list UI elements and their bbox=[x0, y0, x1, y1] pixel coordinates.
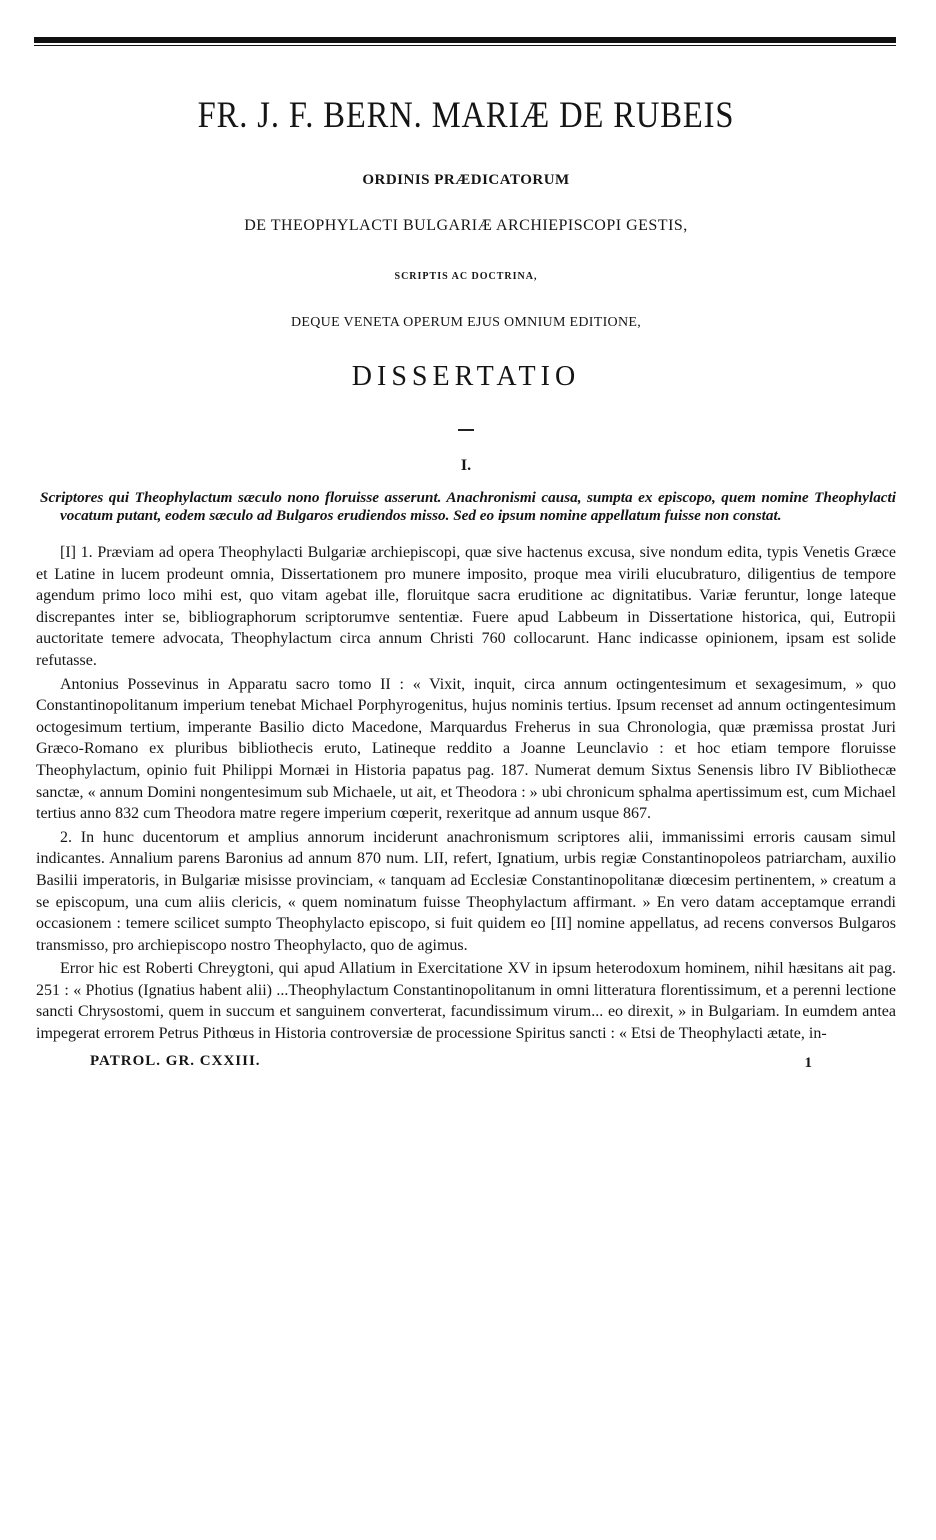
body-text bbox=[36, 542, 896, 1045]
subtitle-line-3: DEQUE VENETA OPERUM EJUS OMNIUM EDITIONE, bbox=[290, 315, 641, 330]
top-rule-thin bbox=[34, 45, 896, 46]
top-rule-thick bbox=[34, 37, 896, 43]
page-number: 1 bbox=[804, 1054, 812, 1071]
paragraph-1: [I] 1. Præviam ad opera Theophylacti Bulgariæ archiepiscopi, quæ sive hactenus excusa, sive nondum edita, typis Venetis Græce et Latine in lucem prodeunt omnia, Dissertationem pro munere imposito, proque mea virili elucubraturo, diligentius de tempore agendum primo loco mihi est, quo vitam agebat ille, floruitque sacra eruditione ac dignitatibus. Variæ feruntur, longe lateque discrepantes inter se, bibliographorum scriptorumve sententiæ. Fuere apud Labbeum in Dissertatione historica, qui, Eutropii auctoritate temere advocata, Theophylactum circa annum Christi 760 collocarunt. Hanc indicasse opinionem, ipsam est solide refutasse. bbox=[36, 544, 896, 669]
page-footer bbox=[36, 1053, 896, 1077]
section-summary: Scriptores qui Theophylactum sæculo nono floruisse asserunt. Anachronismi causa, sumpta ex episcopo, quem nomine Theophylacti vocatum putant, eodem sæculo ad Bulgaros erudiendos misso. Sed eo ipsum nomine appellatum fuisse non constat. bbox=[40, 489, 896, 524]
paragraph-4: Error hic est Roberti Chreygtoni, qui apud Allatium in Exercitatione XV in ipsum heterodoxum hominem, nihil hæsitans ait pag. 251 : « Photius (Ignatius habent alii) ...Theophylactum Constantinopolitanum in omni litteratura florentissimum, et a perenni lectione sancti Chrysostomi, quem in succum et sanguinem converterat, facundissimum virum... eo direxit, » in Bulgariam. In eumdem antea impegerat errorem Petrus Pithœus in Historia controversiæ de processione Spiritus sancti : « Etsi de Theophylacti ætate, in- bbox=[36, 960, 896, 1043]
subtitle-line-2: SCRIPTIS AC DOCTRINA, bbox=[394, 271, 538, 282]
paragraph-3: 2. In hunc ducentorum et amplius annorum inciderunt anachronismum scriptores alii, immanissimi erroris causam simul indicantes. Annalium parens Baronius ad annum 870 num. LII, refert, Ignatium, urbis regiæ Constantinopoleos patriarcham, auxilio Basilii imperatoris, in Bulgariæ misisse provinciam, « tanquam ad Ecclesiæ Constantinopolitanæ diœcesim pertinentem, » creatum a se episcopum, una cum aliis clericis, « quem nominatum fuisse Theophylactum affirmant. » En vero datam acceptamque errandi occasionem : temere scilicet sumpto Theophylacto episcopo, si fuit quidem eo [II] nomine appellatus, ad recens conversos Bulgaros transmisso, pro archiepiscopo nostro Theophylacto, quo de agimus. bbox=[36, 828, 896, 954]
document-page bbox=[36, 34, 896, 1077]
order-heading: ORDINIS PRÆDICATORUM bbox=[362, 172, 570, 188]
volume-label: PATROL. GR. CXXIII. bbox=[90, 1052, 261, 1069]
page-title: FR. J. F. BERN. MARIÆ DE RUBEIS bbox=[197, 95, 735, 136]
subtitle-line-1: DE THEOPHYLACTI BULGARIÆ ARCHIEPISCOPI GESTIS, bbox=[244, 217, 688, 234]
dissertatio-heading: DISSERTATIO bbox=[351, 361, 581, 392]
section-divider bbox=[458, 429, 474, 431]
section-number: I. bbox=[460, 457, 472, 474]
paragraph-2: Antonius Possevinus in Apparatu sacro tomo II : « Vixit, inquit, circa annum octingentesimum et sexagesimum, » quo Constantinopolitanum imperium tenebat Michael Porphyrogenitus, hujus nominis tertius. Ipsum recenset ad annum octingentesimum octogesimum tertium, imperante Basilio dicto Macedone, Marquardus Freherus in sua Chronologia, quæ præmissa prostat Juri Græco-Romano ex pluribus bibliothecis eruto, Latineque reddito a Joanne Leunclavio : et hoc etiam tempore floruisse Theophylactum, opinio fuit Philippi Mornæi in Historia papatus pag. 187. Numerat demum Sixtus Senensis libro IV Bibliothecæ sanctæ, « annum Domini nongentesimum sub Michaele, ut ait, et Theodora : » ubi chronicum sphalma apertissimum est, cum Michael tertius anno 832 cum Theodora matre regere imperium cœperit, rexeritque ad annum usque 867. bbox=[36, 675, 896, 823]
top-rule bbox=[34, 34, 896, 46]
